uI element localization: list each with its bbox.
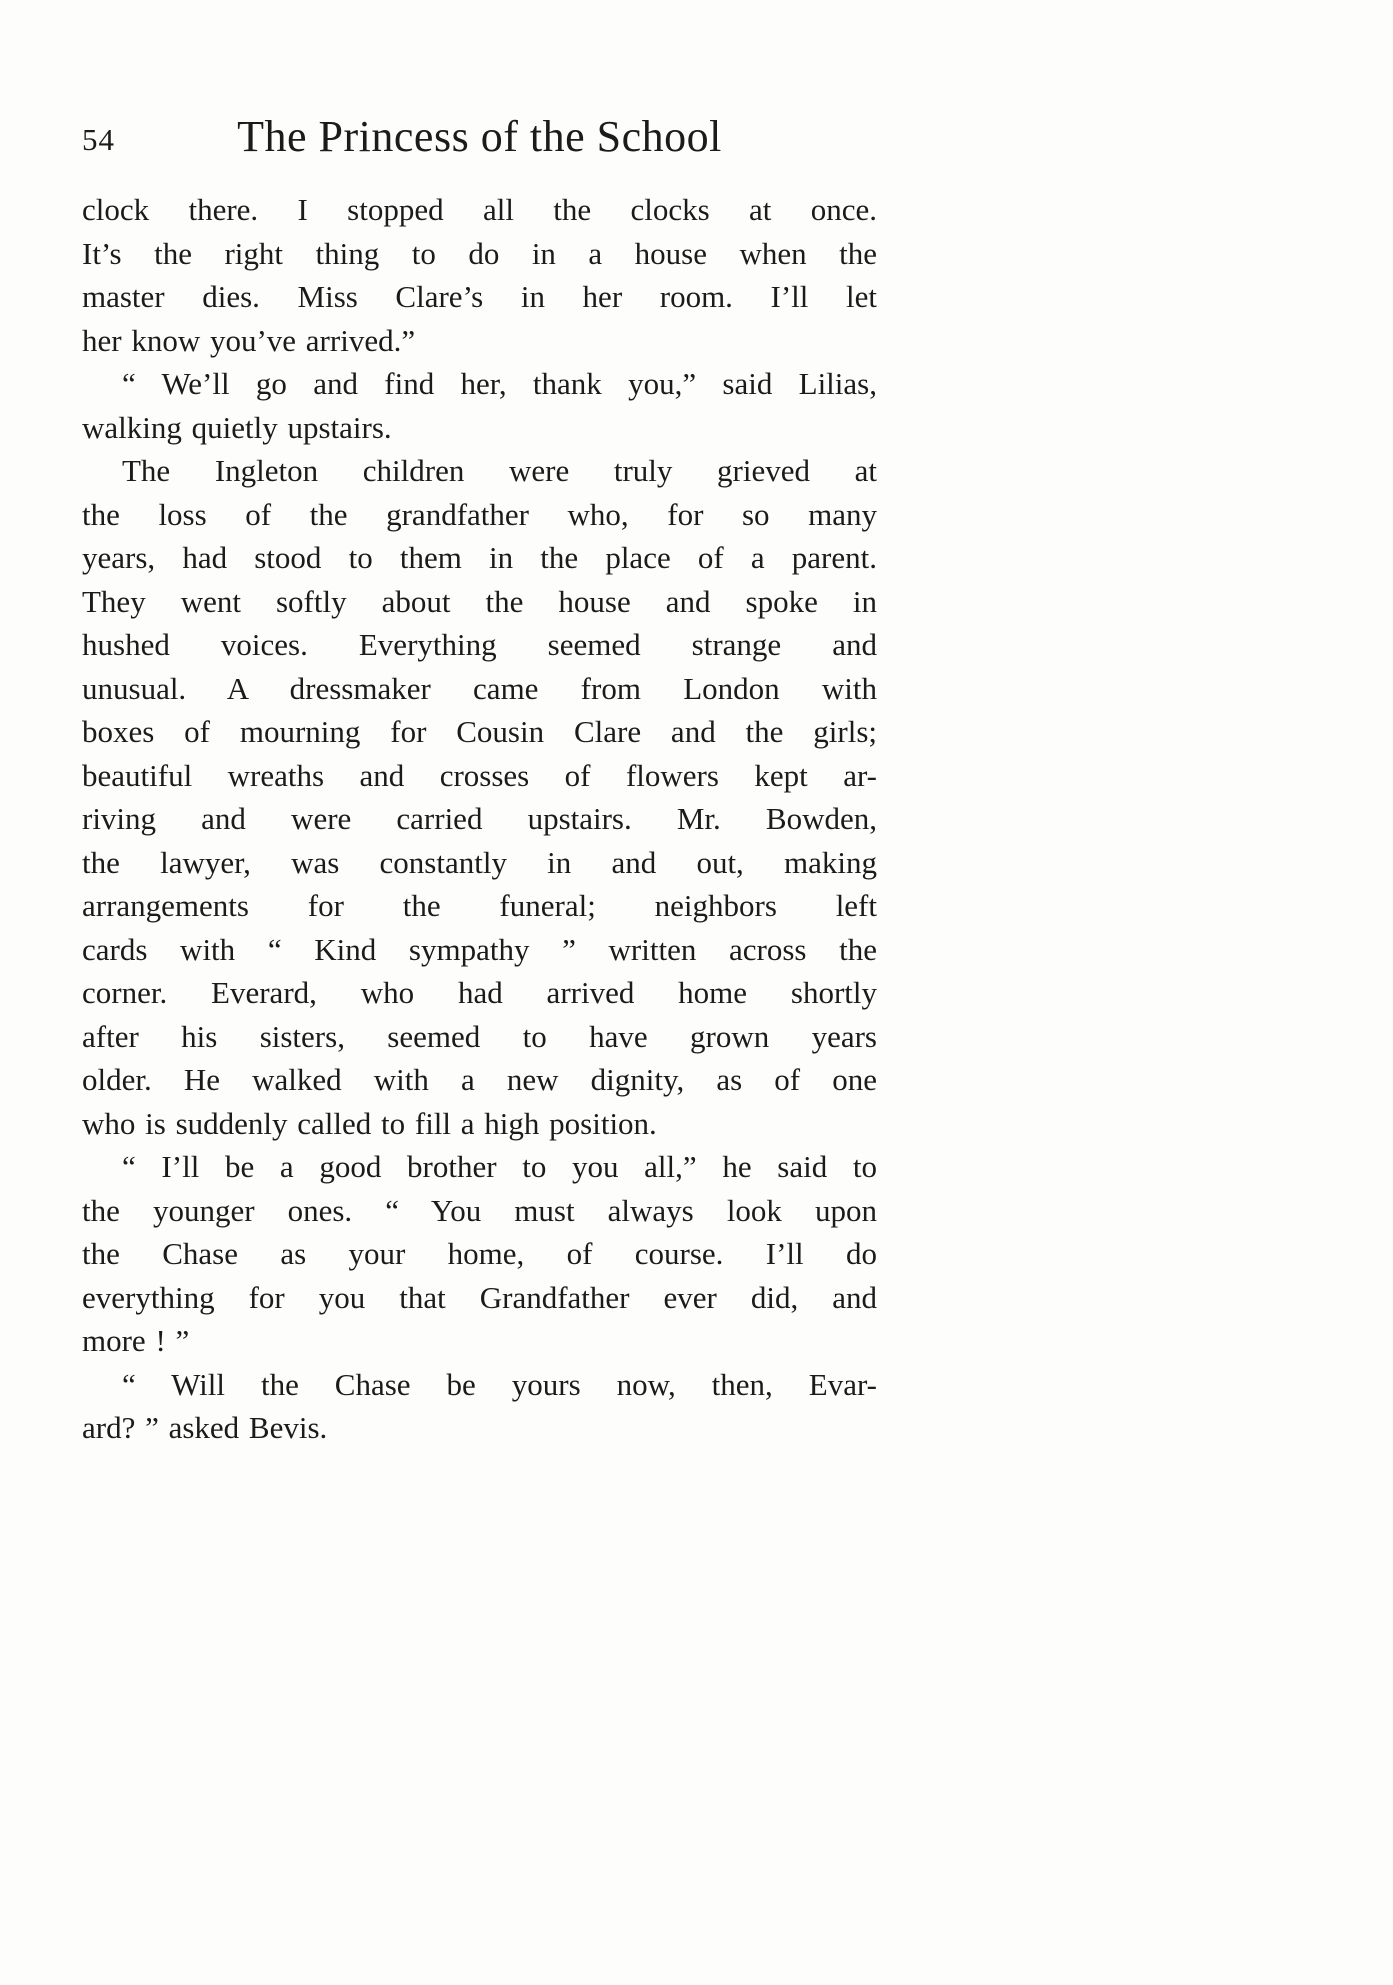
text-line: “ I’ll be a good brother to you all,” he said to — [122, 1149, 877, 1184]
text-line: hushed voices. Everything seemed strange and — [82, 627, 877, 662]
text-line: “ We’ll go and find her, thank you,” said Lilias, — [122, 366, 877, 401]
text-line: clock there. I stopped all the clocks at once. — [82, 192, 877, 227]
page-number: 54 — [82, 122, 115, 157]
text-line: the lawyer, was constantly in and out, making — [82, 844, 877, 880]
text-line: unusual. A dressmaker came from London with — [82, 670, 877, 706]
text-line: after his sisters, seemed to have grown years — [82, 1018, 877, 1054]
text-line: It’s the right thing to do in a house when the — [82, 235, 877, 271]
text-line: the younger ones. “ You must always look upon — [82, 1192, 877, 1228]
text-line: master dies. Miss Clare’s in her room. I’ll let — [82, 279, 877, 314]
text-line: corner. Everard, who had arrived home shortly — [82, 975, 877, 1010]
text-line: ard? ” asked Bevis. — [82, 1410, 328, 1445]
text-line: walking quietly upstairs. — [82, 409, 392, 445]
paragraph — [82, 449, 877, 1145]
page-header — [82, 100, 877, 162]
paragraph — [82, 362, 877, 449]
text-line: years, had stood to them in the place of a parent. — [82, 540, 877, 575]
text-line: the loss of the grandfather who, for so many — [82, 496, 877, 532]
text-line: boxes of mourning for Cousin Clare and the girls; — [82, 714, 877, 749]
text-line: arrangements for the funeral; neighbors left — [82, 888, 877, 923]
text-line: older. He walked with a new dignity, as of one — [82, 1062, 877, 1097]
running-title: The Princess of the School — [237, 112, 722, 161]
text-line: beautiful wreaths and crosses of flowers kept ar- — [82, 757, 877, 793]
paragraph — [82, 1363, 877, 1450]
text-line: The Ingleton children were truly grieved at — [122, 453, 877, 488]
text-line: They went softly about the house and spoke in — [82, 583, 877, 619]
paragraph — [82, 1145, 877, 1363]
text-line: the Chase as your home, of course. I’ll do — [82, 1236, 877, 1271]
text-block — [82, 100, 877, 1450]
text-line: cards with “ Kind sympathy ” written across the — [82, 931, 877, 967]
text-line: who is suddenly called to fill a high position. — [82, 1105, 657, 1141]
body-text — [82, 188, 877, 1450]
paragraph — [82, 188, 877, 362]
text-line: her know you’ve arrived.” — [82, 322, 416, 358]
text-line: “ Will the Chase be yours now, then, Evar- — [122, 1366, 877, 1402]
text-line: more ! ” — [82, 1323, 190, 1358]
text-line: riving and were carried upstairs. Mr. Bowden, — [82, 801, 877, 836]
text-line: everything for you that Grandfather ever did, and — [82, 1279, 877, 1315]
